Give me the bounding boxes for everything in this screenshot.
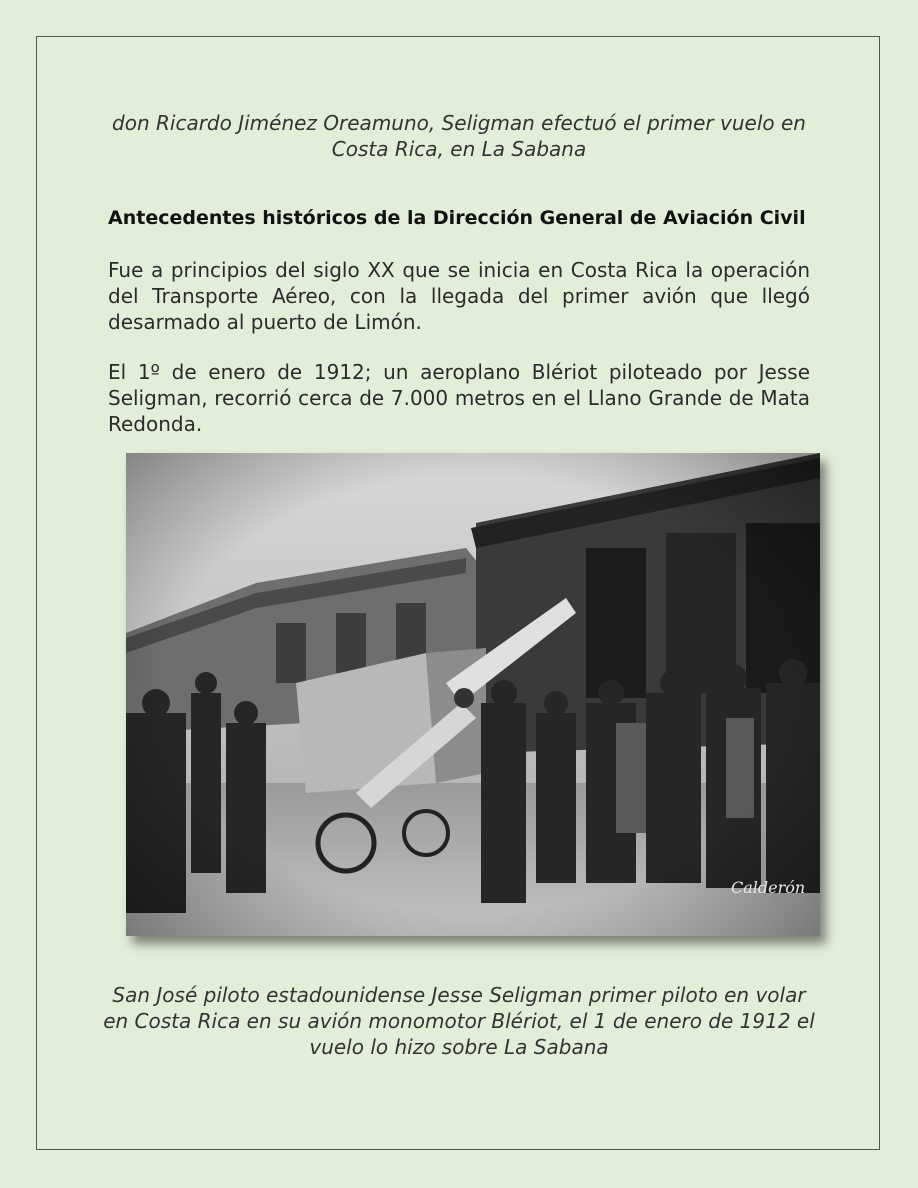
photo-signature: Calderón xyxy=(731,878,806,897)
historical-photo xyxy=(126,453,820,936)
section-heading: Antecedentes históricos de la Dirección General de Aviación Civil xyxy=(108,207,806,229)
bottom-caption: San José piloto estadounidense Jesse Seligman primer piloto en volar en Costa Rica en su avión monomotor Blériot, el 1 de enero de 1912 el vuelo lo hizo sobre La Sabana xyxy=(103,983,815,1059)
paragraph-2: El 1º de enero de 1912; un aeroplano Blériot piloteado por Jesse Seligman, recorrió cerca de 7.000 metros en el Llano Grande de Mata Redonda. xyxy=(108,360,810,436)
bleriot-airplane-photo-illustration xyxy=(126,453,820,936)
top-caption: don Ricardo Jiménez Oreamuno, Seligman efectuó el primer vuelo en Costa Rica, en La Sabana xyxy=(112,111,806,161)
paragraph-1: Fue a principios del siglo XX que se inicia en Costa Rica la operación del Transporte Aéreo, con la llegada del primer avión que llegó desarmado al puerto de Limón. xyxy=(108,258,810,334)
